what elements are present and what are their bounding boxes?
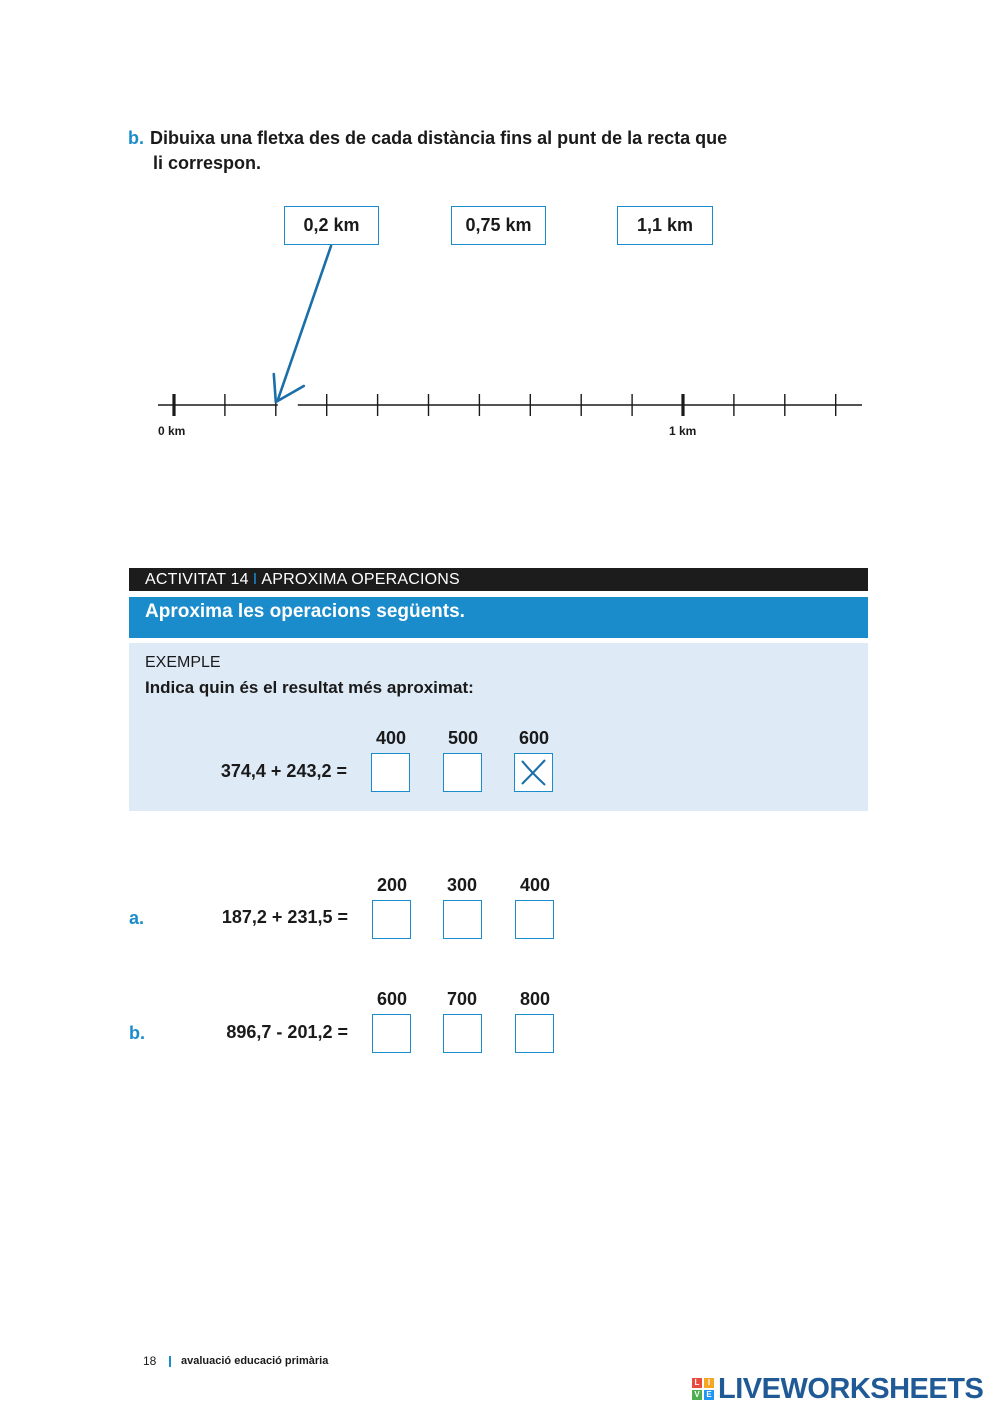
question-text-line1: Dibuixa una fletxa des de cada distància fins al punt de la recta que	[150, 128, 728, 148]
item-a-answer-box-1[interactable]	[372, 900, 411, 939]
activity-separator: I	[252, 571, 258, 588]
example-title: EXEMPLE	[145, 654, 221, 671]
question-letter: b.	[128, 128, 144, 148]
page-number: 18	[143, 1354, 157, 1368]
item-a-letter: a.	[129, 908, 145, 928]
logo-grid-icon	[692, 1378, 714, 1400]
question-b-heading	[128, 126, 828, 176]
item-b-letter: b.	[129, 1023, 145, 1043]
example-panel	[129, 643, 868, 811]
item-b-answer-box-1[interactable]	[372, 1014, 411, 1053]
logo-grid-letter: I	[704, 1378, 714, 1388]
item-b-option-label: 700	[446, 989, 478, 1009]
item-a-option-label: 200	[376, 875, 408, 895]
drawn-arrow-shaft	[278, 246, 331, 400]
cross-mark-icon	[515, 754, 552, 791]
distance-box-3[interactable]: 1,1 km	[617, 206, 713, 245]
item-b-answer-box-2[interactable]	[443, 1014, 482, 1053]
item-b-expression: 896,7 - 201,2 =	[226, 1022, 348, 1042]
liveworksheets-logo	[692, 1374, 983, 1404]
example-option-label: 500	[447, 728, 479, 748]
drawn-arrow-head	[274, 374, 304, 402]
logo-grid-letter: L	[692, 1378, 702, 1388]
item-a-option-label: 400	[519, 875, 551, 895]
example-instruction: Indica quin és el resultat més aproximat:	[145, 678, 474, 697]
example-answer-box-marked	[514, 753, 553, 792]
item-a-expression: 187,2 + 231,5 =	[221, 907, 348, 927]
number-line-label-1: 1 km	[669, 424, 697, 438]
item-b-answer-box-3[interactable]	[515, 1014, 554, 1053]
item-b-option-label: 800	[519, 989, 551, 1009]
item-b-option-label: 600	[376, 989, 408, 1009]
distance-box-2[interactable]: 0,75 km	[451, 206, 546, 245]
logo-grid-letter: V	[692, 1390, 702, 1400]
example-expression: 374,4 + 243,2 =	[220, 761, 347, 781]
example-option-label: 600	[518, 728, 550, 748]
number-line-label-0: 0 km	[158, 424, 186, 438]
footer-separator	[169, 1356, 171, 1367]
footer-text: avaluació educació primària	[181, 1355, 329, 1367]
example-answer-box	[443, 753, 482, 792]
item-a-answer-box-2[interactable]	[443, 900, 482, 939]
activity-number: ACTIVITAT 14	[145, 571, 249, 588]
activity-title: APROXIMA OPERACIONS	[261, 571, 460, 588]
activity-instruction: Aproxima les operacions següents.	[129, 597, 868, 638]
example-answer-box	[371, 753, 410, 792]
logo-text: LIVEWORKSHEETS	[718, 1372, 984, 1405]
example-option-label: 400	[375, 728, 407, 748]
item-a-option-label: 300	[446, 875, 478, 895]
item-a-answer-box-3[interactable]	[515, 900, 554, 939]
distance-box-1[interactable]: 0,2 km	[284, 206, 379, 245]
question-text-line2: li correspon.	[153, 153, 262, 173]
logo-grid-letter: E	[704, 1390, 714, 1400]
activity-header-bar	[129, 568, 868, 591]
